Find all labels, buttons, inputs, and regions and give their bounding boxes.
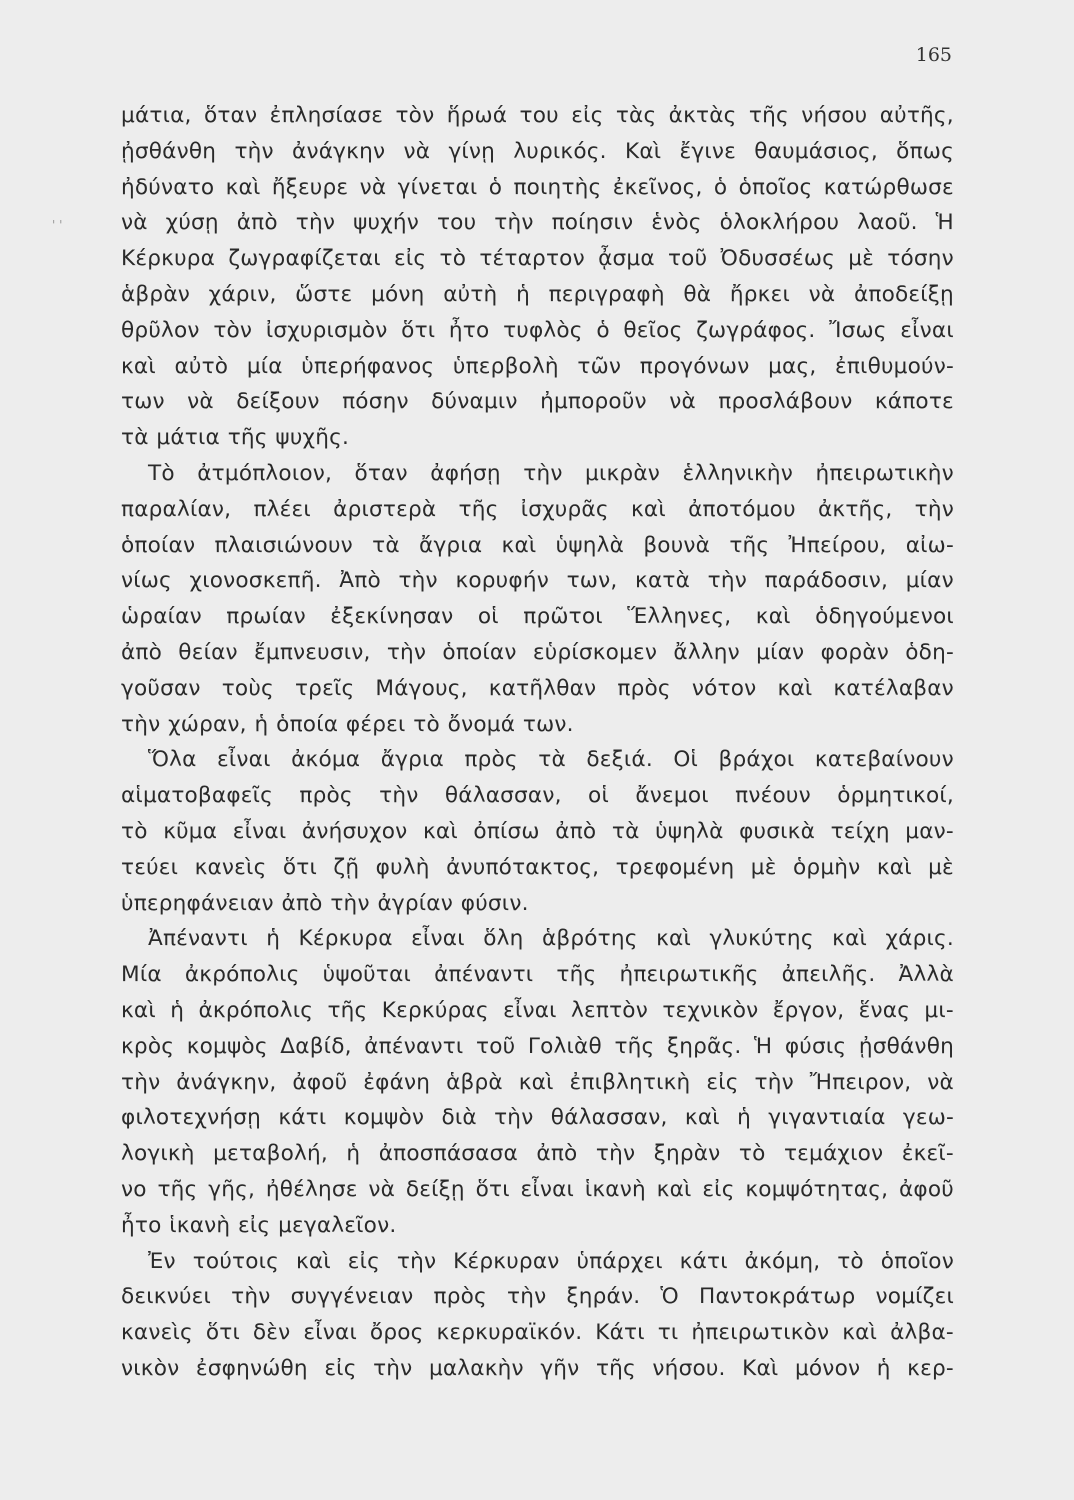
text-line: τὴν χώραν, ἡ ὁποία φέρει τὸ ὄνομά των. — [121, 711, 574, 737]
text-line: Ὅλα εἶναι ἀκόμα ἄγρια πρὸς τὰ δεξιά. Οἱ βράχοι κατεβαίνουν — [148, 747, 954, 773]
text-line: Τὸ ἀτμόπλοιον, ὅταν ἀφήσῃ τὴν μικρὰν ἑλληνικὴν ἠπειρωτικὴν — [148, 460, 954, 486]
text-line: Κέρκυρα ζωγραφίζεται εἰς τὸ τέταρτον ᾆσμα τοῦ Ὀδυσσέως μὲ τόσην — [121, 246, 954, 272]
text-line: φιλοτεχνήσῃ κάτι κομψὸν διὰ τὴν θάλασσαν, καὶ ἡ γιγαντιαία γεω- — [121, 1105, 954, 1131]
body-text — [121, 98, 954, 1387]
text-line: γοῦσαν τοὺς τρεῖς Μάγους, κατῆλθαν πρὸς νότον καὶ κατέλαβαν — [121, 675, 954, 701]
text-line: Μία ἀκρόπολις ὑψοῦται ἀπέναντι τῆς ἠπειρωτικῆς ἀπειλῆς. Ἀλλὰ — [121, 962, 954, 988]
text-line: ἀπὸ θείαν ἔμπνευσιν, τὴν ὁποίαν εὑρίσκομεν ἄλλην μίαν φορὰν ὁδη- — [121, 639, 954, 665]
text-line: αἱματοβαφεῖς πρὸς τὴν θάλασσαν, οἱ ἄνεμοι πνέουν ὁρμητικοί, — [121, 783, 954, 809]
text-line: νικὸν ἐσφηνώθη εἰς τὴν μαλακὴν γῆν τῆς νήσου. Καὶ μόνον ἡ κερ- — [121, 1355, 954, 1381]
text-line: ἠδύνατο καὶ ἤξευρε νὰ γίνεται ὁ ποιητὴς ἐκεῖνος, ὁ ὁποῖος κατώρθωσε — [121, 174, 954, 200]
text-line: Ἀπέναντι ἡ Κέρκυρα εἶναι ὅλη ἁβρότης καὶ γλυκύτης καὶ χάρις. — [148, 926, 954, 952]
text-line: ἦτο ἱκανὴ εἰς μεγαλεῖον. — [121, 1212, 397, 1238]
text-line: μάτια, ὅταν ἐπλησίασε τὸν ἥρωά του εἰς τὰς ἀκτὰς τῆς νήσου αὐτῆς, — [121, 103, 954, 128]
page-number: 165 — [915, 44, 952, 66]
text-line: νὰ χύσῃ ἀπὸ τὴν ψυχήν του τὴν ποίησιν ἑνὸς ὁλοκλήρου λαοῦ. Ἡ — [121, 210, 954, 236]
text-line: τὸ κῦμα εἶναι ἀνήσυχον καὶ ὀπίσω ἀπὸ τὰ ὑψηλὰ φυσικὰ τείχη μαν- — [121, 818, 954, 844]
text-line: δεικνύει τὴν συγγένειαν πρὸς τὴν ξηράν. Ὁ Παντοκράτωρ νομίζει — [121, 1284, 954, 1310]
text-line: ὁποίαν πλαισιώνουν τὰ ἄγρια καὶ ὑψηλὰ βουνὰ τῆς Ἠπείρου, αἰω- — [121, 532, 954, 558]
margin-mark: ' ' — [52, 218, 63, 232]
text-line: νίως χιονοσκεπῆ. Ἀπὸ τὴν κορυφήν των, κατὰ τὴν παράδοσιν, μίαν — [121, 568, 954, 594]
text-line: θρῦλον τὸν ἰσχυρισμὸν ὅτι ἦτο τυφλὸς ὁ θεῖος ζωγράφος. Ἴσως εἶναι — [121, 317, 954, 343]
text-line: νο τῆς γῆς, ἠθέλησε νὰ δείξῃ ὅτι εἶναι ἱκανὴ καὶ εἰς κομψότητας, ἀφοῦ — [121, 1176, 954, 1202]
text-line: τὴν ἀνάγκην, ἀφοῦ ἐφάνη ἁβρὰ καὶ ἐπιβλητικὴ εἰς τὴν Ἤπειρον, νὰ — [121, 1069, 954, 1095]
text-line: των νὰ δείξουν πόσην δύναμιν ἠμποροῦν νὰ προσλάβουν κάποτε — [121, 389, 954, 415]
text-line: ὑπερηφάνειαν ἀπὸ τὴν ἀγρίαν φύσιν. — [121, 890, 529, 916]
text-line: κρὸς κομψὸς Δαβίδ, ἀπέναντι τοῦ Γολιὰθ τῆς ξηρᾶς. Ἡ φύσις ᾐσθάνθη — [121, 1033, 954, 1059]
text-line: Ἐν τούτοις καὶ εἰς τὴν Κέρκυραν ὑπάρχει κάτι ἀκόμη, τὸ ὁποῖον — [148, 1248, 954, 1274]
text-line: παραλίαν, πλέει ἀριστερὰ τῆς ἰσχυρᾶς καὶ ἀποτόμου ἀκτῆς, τὴν — [121, 496, 954, 522]
text-line: λογικὴ μεταβολή, ἡ ἀποσπάσασα ἀπὸ τὴν ξηρὰν τὸ τεμάχιον ἐκεῖ- — [121, 1141, 954, 1167]
text-line: κανεὶς ὅτι δὲν εἶναι ὄρος κερκυραϊκόν. Κάτι τι ἠπειρωτικὸν καὶ ἀλβα- — [121, 1320, 954, 1346]
text-line: ᾐσθάνθη τὴν ἀνάγκην νὰ γίνῃ λυρικός. Καὶ ἔγινε θαυμάσιος, ὅπως — [121, 138, 954, 164]
text-line: καὶ ἡ ἀκρόπολις τῆς Κερκύρας εἶναι λεπτὸν τεχνικὸν ἔργον, ἕνας μι- — [121, 997, 954, 1023]
text-line: τεύει κανεὶς ὅτι ζῇ φυλὴ ἀνυπότακτος, τρεφομένη μὲ ὁρμὴν καὶ μὲ — [121, 854, 954, 880]
text-line: ὡραίαν πρωίαν ἐξεκίνησαν οἱ πρῶτοι Ἕλληνες, καὶ ὁδηγούμενοι — [121, 604, 954, 630]
text-line: ἁβρὰν χάριν, ὥστε μόνη αὐτὴ ἡ περιγραφὴ θὰ ἤρκει νὰ ἀποδείξῃ — [121, 281, 954, 307]
text-line: καὶ αὐτὸ μία ὑπερήφανος ὑπερβολὴ τῶν προγόνων μας, ἐπιθυμούν- — [121, 353, 954, 379]
text-line: τὰ μάτια τῆς ψυχῆς. — [121, 425, 350, 451]
